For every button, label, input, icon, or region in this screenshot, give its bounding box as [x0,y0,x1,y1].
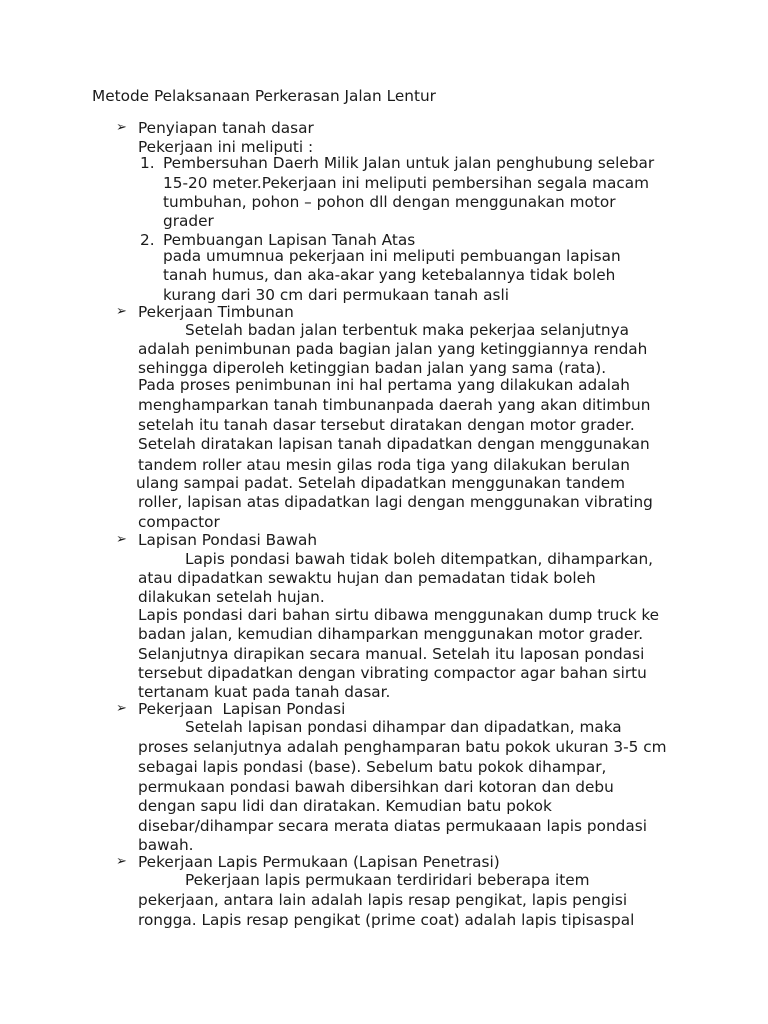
paragraph-line: tertanam kuat pada tanah dasar. [138,683,391,701]
paragraph-line: Setelah lapisan pondasi dihampar dan dipadatkan, maka [185,718,622,736]
arrow-bullet-icon: ➢ [116,120,127,135]
paragraph-line: tersebut dipadatkan dengan vibrating compactor agar bahan sirtu [138,664,647,682]
paragraph-line: tandem roller atau mesin gilas roda tiga yang dilakukan berulan [138,456,630,474]
section-heading: Pekerjaan Lapis Permukaan (Lapisan Penetrasi) [138,853,500,871]
document-title: Metode Pelaksanaan Perkerasan Jalan Lentur [92,87,436,105]
list-item-line: grader [163,212,214,230]
paragraph-line: Setelah diratakan lapisan tanah dipadatkan dengan menggunakan [138,435,650,453]
section-heading: Lapisan Pondasi Bawah [138,531,318,549]
paragraph-line: badan jalan, kemudian dihamparkan menggunakan motor grader. [138,625,644,643]
section-intro: Pekerjaan ini meliputi : [138,138,314,156]
paragraph-line: Setelah badan jalan terbentuk maka pekerjaa selanjutnya [185,321,630,339]
paragraph-line: sehingga diperoleh ketinggian badan jalan yang sama (rata). [138,359,607,377]
list-item-line: Pembuangan Lapisan Tanah Atas [163,231,416,249]
paragraph-line: menghamparkan tanah timbunanpada daerah yang akan ditimbun [138,396,651,414]
paragraph-line: Pada proses penimbunan ini hal pertama yang dilakukan adalah [138,376,630,394]
list-item-line: tanah humus, dan aka-akar yang ketebalannya tidak boleh [163,266,616,284]
paragraph-line: sebagai lapis pondasi (base). Sebelum batu pokok dihampar, [138,758,607,776]
paragraph-line: pekerjaan, antara lain adalah lapis resap pengikat, lapis pengisi [138,891,628,909]
paragraph-line: proses selanjutnya adalah penghamparan batu pokok ukuran 3-5 cm [138,738,667,756]
paragraph-line: Pekerjaan lapis permukaan terdiridari beberapa item [185,871,590,889]
paragraph-line: permukaan pondasi bawah dibersihkan dari kotoran dan debu [138,778,614,796]
paragraph-line: adalah penimbunan pada bagian jalan yang ketinggiannya rendah [138,340,648,358]
list-item-line: tumbuhan, pohon – pohon dll dengan menggunakan motor [163,193,616,211]
paragraph-line: atau dipadatkan sewaktu hujan dan pemadatan tidak boleh [138,569,596,587]
arrow-bullet-icon: ➢ [116,854,127,869]
paragraph-line: rongga. Lapis resap pengikat (prime coat) adalah lapis tipisaspal [138,911,635,929]
arrow-bullet-icon: ➢ [116,701,127,716]
list-item-line: kurang dari 30 cm dari permukaan tanah asli [163,286,509,304]
arrow-bullet-icon: ➢ [116,304,127,319]
paragraph-line: ulang sampai padat. Setelah dipadatkan menggunakan tandem [136,474,626,492]
paragraph-line: setelah itu tanah dasar tersebut diratakan dengan motor grader. [138,416,635,434]
arrow-bullet-icon: ➢ [116,532,127,547]
list-item-line: 15-20 meter.Pekerjaan ini meliputi pembersihan segala macam [163,174,650,192]
paragraph-line: Lapis pondasi dari bahan sirtu dibawa menggunakan dump truck ke [138,606,660,624]
paragraph-line: dengan sapu lidi dan diratakan. Kemudian batu pokok [138,797,552,815]
section-heading: Penyiapan tanah dasar [138,119,314,137]
section-heading: Pekerjaan Timbunan [138,303,294,321]
paragraph-line: dilakukan setelah hujan. [138,588,325,606]
list-number: 2. [140,231,155,249]
paragraph-line: Lapis pondasi bawah tidak boleh ditempatkan, dihamparkan, [185,550,654,568]
paragraph-line: Selanjutnya dirapikan secara manual. Setelah itu laposan pondasi [138,645,645,663]
paragraph-line: compactor [138,513,220,531]
section-heading: Pekerjaan Lapisan Pondasi [138,700,346,718]
paragraph-line: disebar/dihampar secara merata diatas permukaaan lapis pondasi [138,817,647,835]
list-number: 1. [140,154,155,172]
list-item-line: pada umumnua pekerjaan ini meliputi pembuangan lapisan [163,247,621,265]
paragraph-line: bawah. [138,836,194,854]
paragraph-line: roller, lapisan atas dipadatkan lagi dengan menggunakan vibrating [138,493,653,511]
list-item-line: Pembersuhan Daerh Milik Jalan untuk jalan penghubung selebar [163,154,655,172]
